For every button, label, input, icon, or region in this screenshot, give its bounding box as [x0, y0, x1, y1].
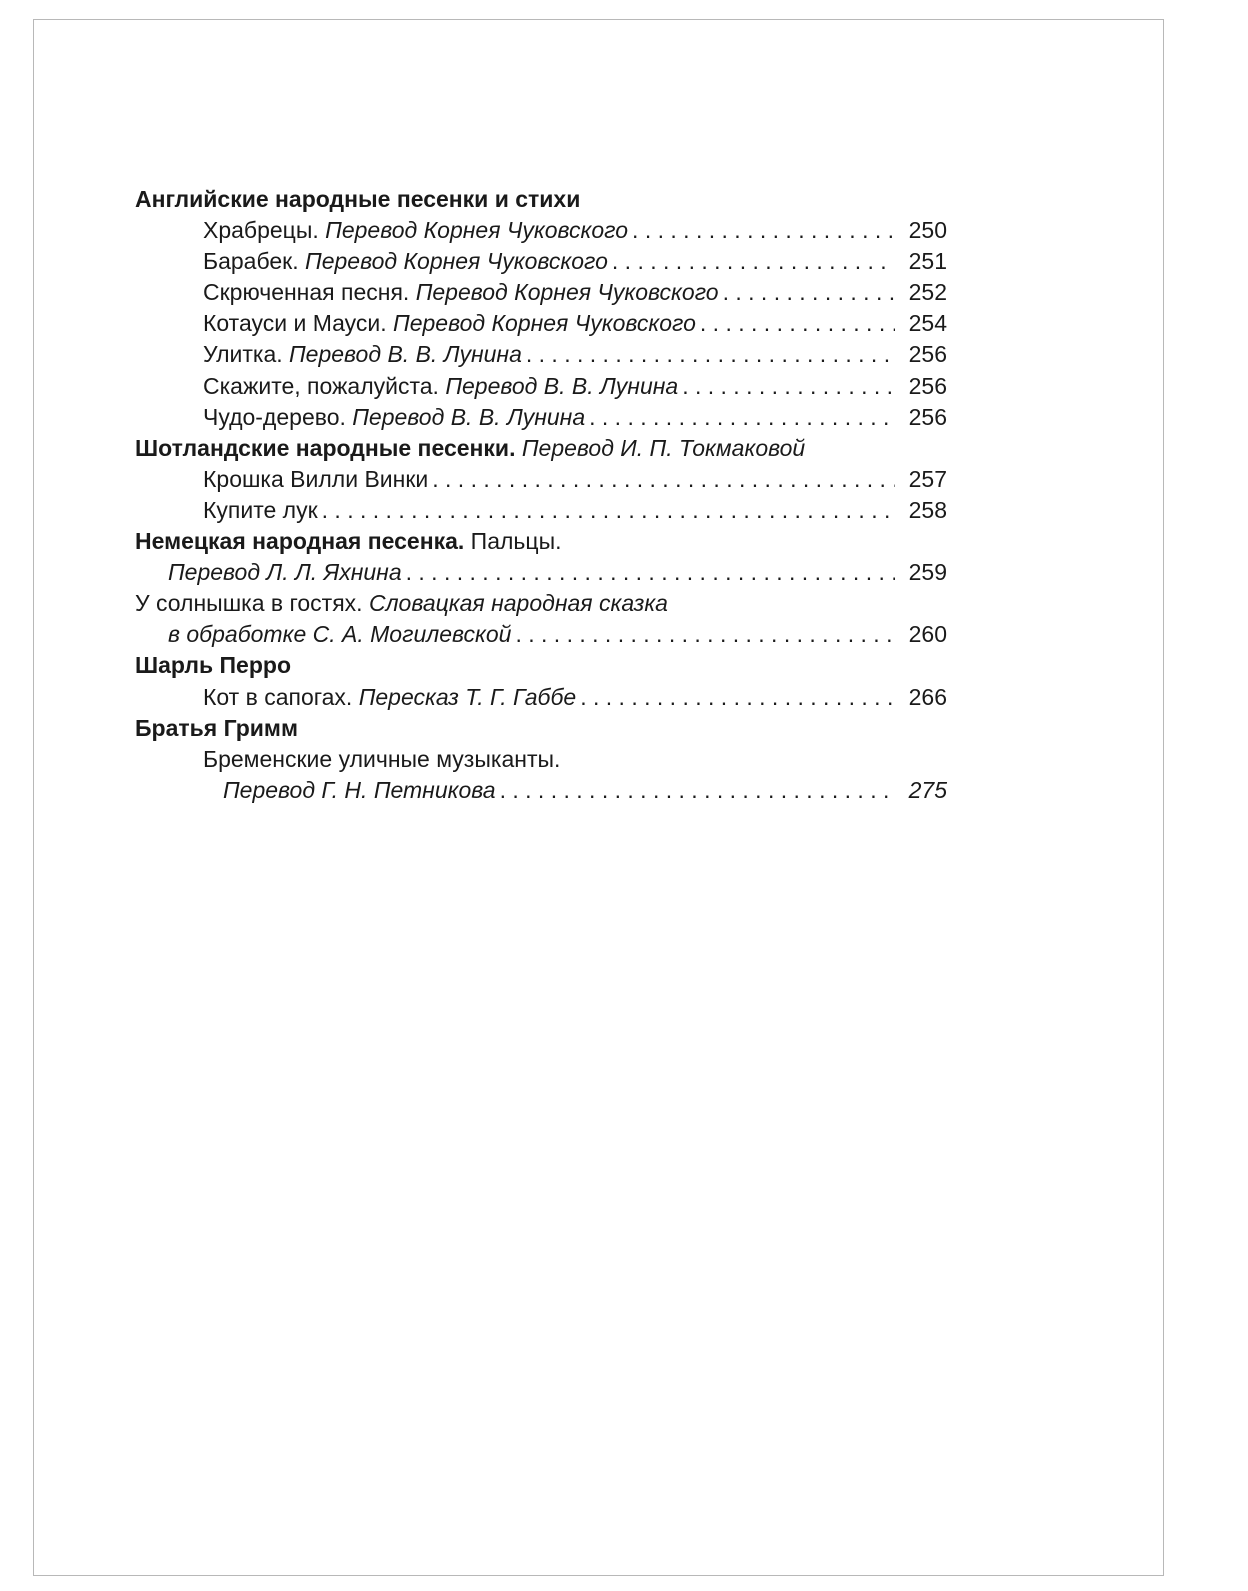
entry-credit: Словацкая народная сказка: [368, 590, 668, 617]
leader-dots: [322, 495, 895, 526]
page-number: 275: [908, 776, 947, 803]
page-number: 260: [908, 621, 947, 648]
entry-title: Крошка Вилли Винки: [203, 465, 429, 492]
toc-entry[interactable]: [135, 402, 947, 433]
leader-dots: [723, 277, 895, 308]
entry-title: Улитка.: [203, 341, 283, 368]
entry-credit: Перевод Корнея Чуковского: [305, 248, 608, 275]
leader-dots: [612, 246, 895, 277]
toc-heading-grimm: Братья Гримм: [135, 714, 298, 741]
page-number: 251: [908, 248, 947, 275]
page-number: 259: [908, 559, 947, 586]
toc-entry[interactable]: [135, 619, 947, 650]
page-number: 252: [908, 279, 947, 306]
toc-entry[interactable]: [135, 371, 947, 402]
entry-credit: Перевод Г. Н. Петникова: [223, 776, 496, 803]
page-number: 254: [908, 310, 947, 337]
leader-dots: [515, 619, 895, 650]
toc-entry[interactable]: [135, 308, 947, 339]
entry-credit: Перевод В. В. Лунина: [445, 372, 679, 399]
page-number: 250: [908, 217, 947, 244]
entry-title: Барабек.: [203, 248, 299, 275]
entry-title: Храбрецы.: [203, 217, 319, 244]
entry-credit: Перевод Л. Л. Яхнина: [168, 559, 402, 586]
table-of-contents: [135, 184, 947, 806]
toc-entry[interactable]: [135, 277, 947, 308]
entry-credit: Перевод В. В. Лунина: [289, 341, 522, 368]
page-number: 256: [908, 341, 947, 368]
entry-title: Чудо-дерево.: [203, 403, 346, 430]
toc-entry[interactable]: [135, 339, 947, 370]
page-number: 266: [908, 683, 947, 710]
entry-title: Котауси и Мауси.: [203, 310, 387, 337]
leader-dots: [406, 557, 895, 588]
leader-dots: [589, 402, 895, 433]
toc-entry[interactable]: [135, 215, 947, 246]
entry-credit: Пересказ Т. Г. Габбе: [358, 683, 577, 710]
entry-title: Скажите, пожалуйста.: [203, 372, 439, 399]
entry-credit: Перевод Корнея Чуковского: [325, 217, 629, 244]
leader-dots: [500, 775, 895, 806]
leader-dots: [632, 215, 895, 246]
toc-entry[interactable]: [135, 495, 947, 526]
leader-dots: [700, 308, 895, 339]
toc-heading-german: Немецкая народная песенка. Пальцы.: [135, 528, 562, 555]
leader-dots: [432, 464, 895, 495]
leader-dots: [682, 371, 895, 402]
entry-title: Пальцы.: [470, 528, 562, 555]
entry-credit: Перевод В. В. Лунина: [352, 403, 586, 430]
toc-heading-english: Английские народные песенки и стихи: [135, 186, 581, 212]
entry-credit: в обработке С. А. Могилевской: [168, 621, 512, 648]
entry-title: Скрюченная песня.: [203, 279, 410, 306]
entry-title: Бременские уличные музыканты.: [203, 745, 561, 772]
entry-credit: Перевод Корнея Чуковского: [415, 279, 719, 306]
leader-dots: [526, 339, 895, 370]
leader-dots: [580, 682, 895, 713]
toc-heading-perrault: Шарль Перро: [135, 652, 291, 679]
entry-title: Купите лук: [203, 496, 318, 523]
page-number: 257: [908, 465, 947, 492]
entry-title: Кот в сапогах.: [203, 683, 353, 710]
page-number: 256: [908, 403, 947, 430]
page-number: 258: [908, 496, 947, 523]
entry-credit: Перевод И. П. Токмаковой: [521, 434, 806, 461]
toc-entry-grimm[interactable]: [135, 744, 947, 775]
toc-heading-scottish: Шотландские народные песенки. Перевод И. П. Токмаковой: [135, 434, 806, 461]
toc-entry[interactable]: [135, 464, 947, 495]
toc-entry-slovak[interactable]: [135, 588, 947, 619]
entry-title: У солнышка в гостях.: [135, 590, 363, 617]
toc-entry[interactable]: [135, 682, 947, 713]
toc-entry[interactable]: [135, 557, 947, 588]
toc-entry[interactable]: [135, 246, 947, 277]
entry-credit: Перевод Корнея Чуковского: [393, 310, 696, 337]
page-number: 256: [908, 372, 947, 399]
toc-entry[interactable]: [135, 775, 947, 806]
